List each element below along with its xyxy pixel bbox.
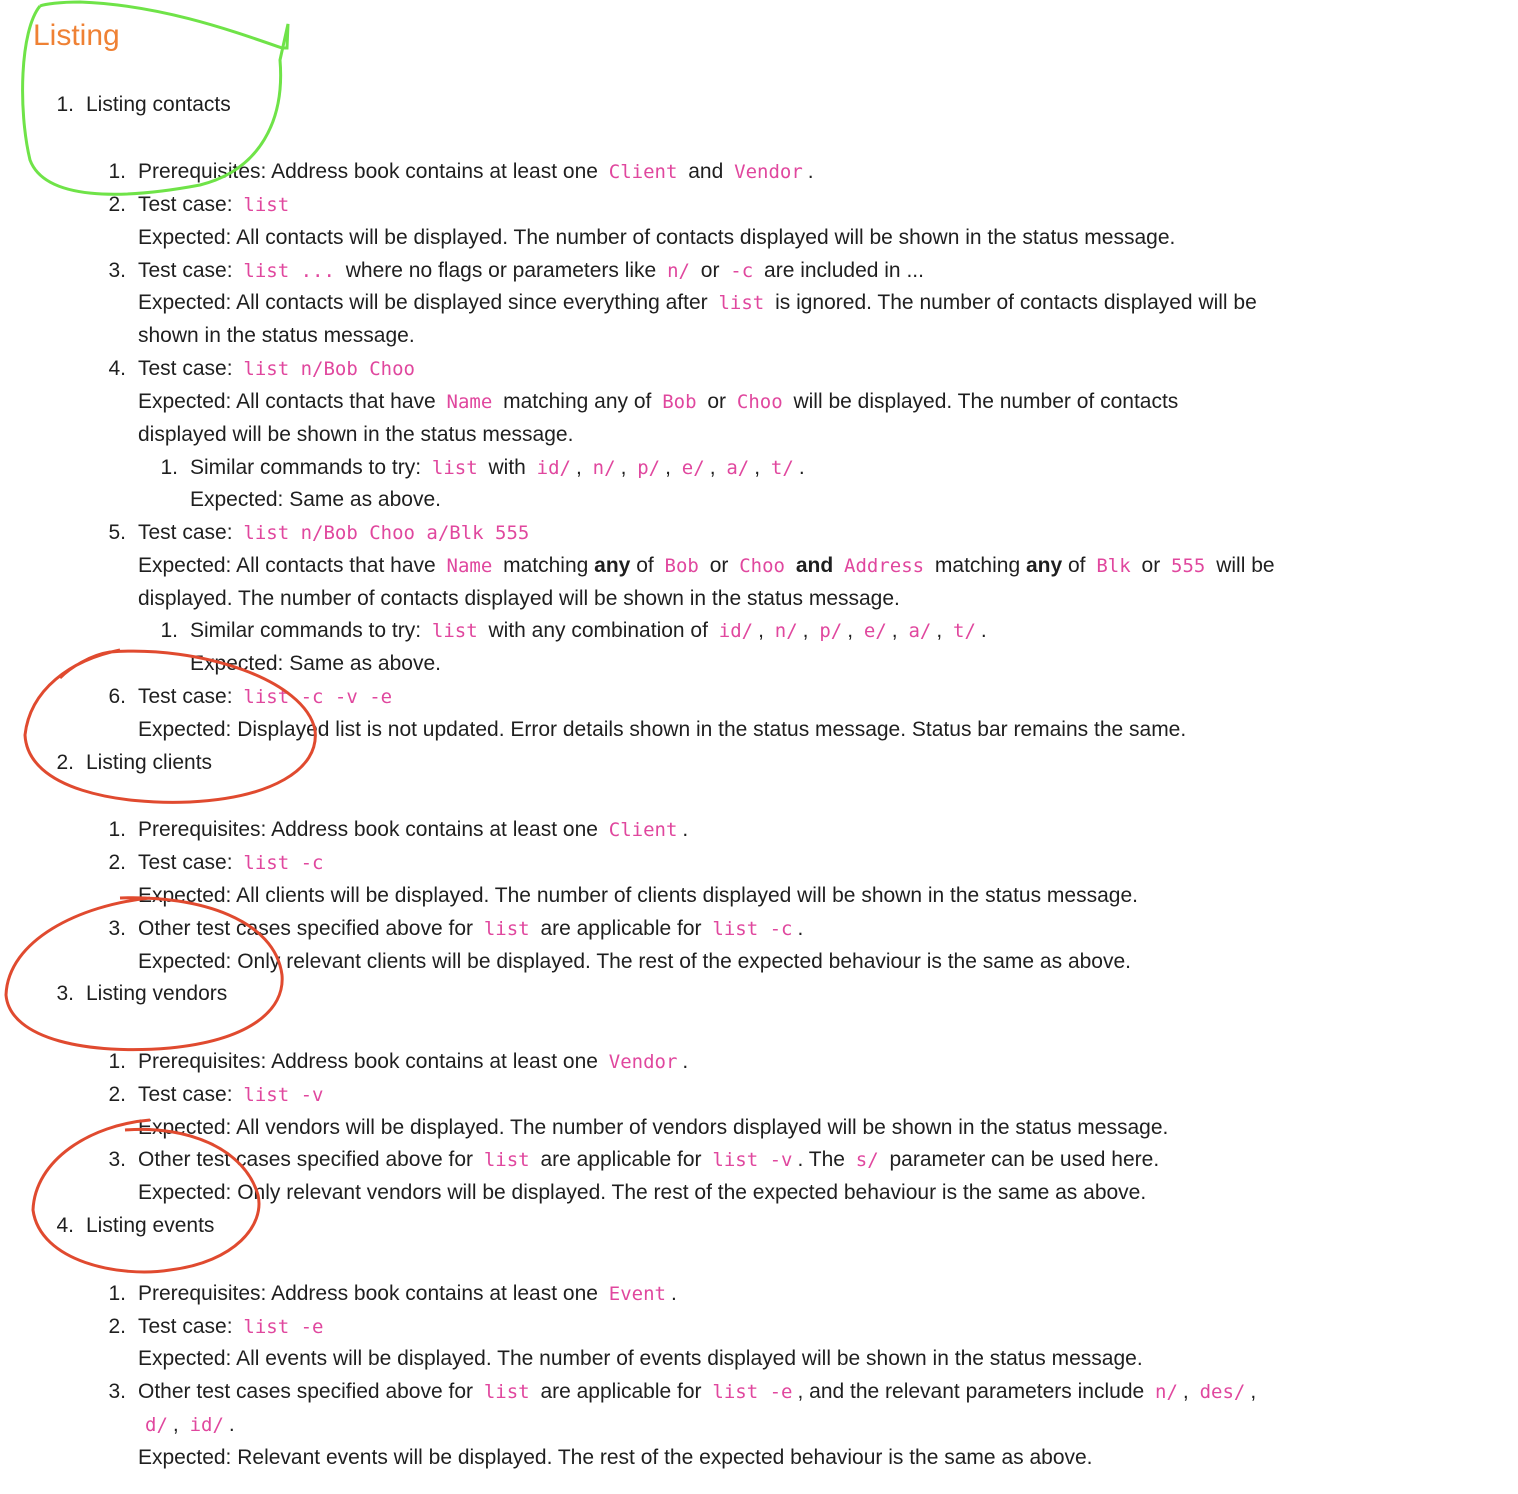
list-marker: 3.	[108, 259, 126, 282]
text-span: or	[694, 259, 726, 282]
inline-code: s/	[855, 1149, 879, 1171]
list-marker: 1.	[56, 93, 74, 116]
inline-code: list -c -v -e	[243, 686, 393, 708]
text-span: Listing clients	[86, 751, 213, 774]
list-marker: 5.	[108, 521, 126, 544]
text-span: Other test cases specified above for	[138, 1380, 479, 1403]
list-marker: 1.	[160, 456, 178, 479]
list-marker: 2.	[56, 751, 74, 774]
text-span: .	[670, 1282, 677, 1305]
inline-code: Bob	[662, 391, 697, 413]
list-item-text	[138, 682, 397, 712]
list-item-text	[138, 157, 814, 187]
text-span: Test case:	[138, 685, 239, 708]
text-span: and	[682, 160, 730, 183]
inline-code: list	[483, 918, 530, 940]
list-item-text	[138, 321, 415, 351]
text-span: Prerequisites: Address book contains at least one	[138, 160, 604, 183]
inline-code: Vendor	[734, 161, 803, 183]
inline-code: Bob	[664, 555, 699, 577]
text-span: ,	[847, 619, 859, 642]
page-heading: Listing	[33, 19, 120, 52]
bold-text: and	[795, 554, 834, 577]
inline-code: t/	[770, 457, 794, 479]
text-span: are applicable for	[534, 917, 708, 940]
list-item-text	[140, 1410, 235, 1440]
list-item-text	[138, 715, 1186, 745]
list-marker: 3.	[108, 1148, 126, 1171]
text-span: will be displayed. The number of contacts	[787, 390, 1179, 413]
text-span: are applicable for	[534, 1380, 708, 1403]
text-span: Other test cases specified above for	[138, 1148, 479, 1171]
text-span: are included in ...	[758, 259, 924, 282]
inline-code: Choo	[739, 555, 785, 577]
inline-code: n/	[1155, 1381, 1178, 1403]
text-span: ,	[576, 456, 588, 479]
list-item-text	[138, 584, 900, 614]
text-span: Listing vendors	[86, 982, 228, 1005]
inline-code: list -c	[712, 918, 793, 940]
inline-code: list ...	[243, 260, 335, 282]
text-span: are applicable for	[534, 1148, 708, 1171]
text-span: parameter can be used here.	[883, 1148, 1160, 1171]
text-span: Listing events	[86, 1214, 215, 1237]
list-item-text	[138, 815, 688, 845]
inline-code: id/	[718, 620, 754, 642]
inline-code: Event	[608, 1283, 666, 1305]
text-span: will be	[1210, 554, 1275, 577]
text-span: or	[703, 554, 735, 577]
text-span: .	[980, 619, 987, 642]
text-span: Similar commands to try:	[190, 456, 427, 479]
text-span: Expected: All contacts will be displayed. The number of contacts displayed will be shown in the status message.	[138, 226, 1176, 249]
list-marker: 6.	[108, 685, 126, 708]
bold-text: any	[594, 554, 631, 577]
inline-code: Client	[608, 819, 678, 841]
text-span: with	[482, 456, 532, 479]
list-item-text	[190, 649, 441, 679]
list-marker: 1.	[108, 1282, 126, 1305]
inline-code: list	[483, 1149, 530, 1171]
list-marker: 3.	[56, 982, 74, 1005]
inline-code: list -e	[243, 1316, 324, 1338]
inline-code: id/	[536, 457, 571, 479]
list-item-text	[86, 748, 212, 778]
text-span: . The	[797, 1148, 851, 1171]
list-item-text	[190, 485, 441, 515]
text-span: Test case:	[138, 521, 239, 544]
list-marker: 4.	[108, 357, 126, 380]
text-span: .	[797, 917, 804, 940]
inline-code: d/	[145, 1414, 168, 1436]
list-item-text	[138, 1047, 688, 1077]
text-span: Prerequisites: Address book contains at least one	[138, 1282, 604, 1305]
inline-code: list	[431, 620, 478, 642]
text-span: Expected: All contacts that have	[138, 554, 442, 577]
list-item-text	[138, 1113, 1168, 1143]
inline-code: a/	[908, 620, 932, 642]
text-span: with any combination of	[482, 619, 714, 642]
list-marker: 1.	[108, 1050, 126, 1073]
text-span: of	[630, 554, 660, 577]
inline-code: n/	[667, 260, 690, 282]
inline-code: list n/Bob Choo	[243, 358, 415, 380]
inline-code: e/	[681, 457, 705, 479]
list-marker: 2.	[108, 1315, 126, 1338]
list-item-text	[138, 1145, 1159, 1175]
text-span: Expected: Relevant events will be displayed. The rest of the expected behaviour is the same as above.	[138, 1446, 1093, 1469]
inline-code: Address	[844, 555, 925, 577]
text-span: ,	[936, 619, 949, 642]
text-span: Expected: Only relevant clients will be displayed. The rest of the expected behaviour is the same as above.	[138, 950, 1131, 973]
list-marker: 2.	[108, 1083, 126, 1106]
list-item-text	[138, 1344, 1143, 1374]
list-item-text	[138, 1178, 1146, 1208]
text-span: Expected: Same as above.	[190, 488, 441, 511]
text-span: of	[1062, 554, 1092, 577]
inline-code: list -v	[712, 1149, 793, 1171]
text-span: ,	[665, 456, 677, 479]
inline-code: p/	[819, 620, 843, 642]
list-marker: 4.	[56, 1214, 74, 1237]
text-span: Prerequisites: Address book contains at least one	[138, 818, 604, 841]
list-marker: 1.	[108, 160, 126, 183]
list-item-text	[86, 90, 231, 120]
text-span: .	[682, 818, 689, 841]
text-span: or	[701, 390, 732, 413]
inline-code: list	[243, 194, 290, 216]
text-span: matching	[929, 554, 1026, 577]
list-item-text	[138, 1080, 328, 1110]
text-span: matching	[497, 554, 595, 577]
list-item-text	[138, 518, 534, 548]
inline-code: p/	[637, 457, 661, 479]
list-item-text	[138, 1443, 1093, 1473]
list-marker: 1.	[160, 619, 178, 642]
inline-code: Choo	[736, 391, 783, 413]
list-item-text	[138, 420, 573, 450]
inline-code: a/	[726, 457, 750, 479]
text-span: , and the relevant parameters include	[797, 1380, 1151, 1403]
inline-code: list -c	[243, 852, 324, 874]
list-item-text	[190, 453, 805, 483]
text-span: shown in the status message.	[138, 324, 415, 347]
text-span: is ignored. The number of contacts displayed will be	[769, 291, 1257, 314]
inline-code: e/	[863, 620, 887, 642]
text-span: Expected: All contacts that have	[138, 390, 442, 413]
list-item-text	[138, 190, 294, 220]
text-span: .	[682, 1050, 689, 1073]
list-marker: 3.	[108, 917, 126, 940]
text-span: Expected: All clients will be displayed. The number of clients displayed will be shown in the status message.	[138, 884, 1138, 907]
text-span: ,	[620, 456, 633, 479]
text-span: Expected: All vendors will be displayed. The number of vendors displayed will be shown in the status message.	[138, 1116, 1169, 1139]
inline-code: n/	[592, 457, 616, 479]
list-item-text	[138, 288, 1257, 318]
text-span: matching any of	[497, 390, 658, 413]
text-span: Prerequisites: Address book contains at least one	[138, 1050, 604, 1073]
list-item-text	[138, 947, 1131, 977]
list-item-text	[138, 848, 328, 878]
inline-code: list -e	[712, 1381, 793, 1403]
text-span: .	[228, 1413, 235, 1436]
inline-code: 555	[1171, 555, 1206, 577]
list-item-text	[138, 881, 1138, 911]
list-item-text	[138, 387, 1178, 417]
list-marker: 1.	[108, 818, 126, 841]
list-item-text	[138, 551, 1275, 581]
text-span: ,	[172, 1413, 185, 1436]
inline-code: n/	[774, 620, 798, 642]
list-item-text	[138, 1377, 1256, 1407]
inline-code: list	[431, 457, 478, 479]
inline-code: list n/Bob Choo a/Blk 555	[243, 522, 530, 544]
inline-code: Vendor	[608, 1051, 678, 1073]
list-marker: 3.	[108, 1380, 126, 1403]
bold-text: any	[1025, 554, 1063, 577]
inline-code: des/	[1199, 1381, 1246, 1403]
list-item-text	[138, 1279, 677, 1309]
text-span: Test case:	[138, 357, 239, 380]
list-item-text	[86, 979, 227, 1009]
text-span: ,	[709, 456, 722, 479]
inline-code: -c	[730, 260, 754, 282]
text-span: Other test cases specified above for	[138, 917, 479, 940]
text-span: .	[807, 160, 814, 183]
text-span: ,	[758, 619, 770, 642]
text-span: where no flags or parameters like	[339, 259, 663, 282]
text-span: Listing contacts	[86, 93, 231, 116]
list-item-text	[190, 616, 987, 646]
text-span: or	[1135, 554, 1167, 577]
list-item-text	[138, 256, 924, 286]
inline-code: Client	[608, 161, 678, 183]
inline-code: Name	[446, 555, 493, 577]
list-item-text	[138, 223, 1175, 253]
text-span: Expected: All events will be displayed. The number of events displayed will be shown in the status message.	[138, 1347, 1143, 1370]
text-span: displayed. The number of contacts displayed will be shown in the status message.	[138, 587, 900, 610]
text-span: ,	[754, 456, 766, 479]
text-span: Expected: Only relevant vendors will be displayed. The rest of the expected behaviour is the same as above.	[138, 1181, 1147, 1204]
text-span: Test case:	[138, 193, 239, 216]
list-item-text	[138, 914, 803, 944]
list-item-text	[86, 1211, 214, 1241]
inline-code: list	[718, 292, 765, 314]
inline-code: list	[483, 1381, 530, 1403]
text-span: Expected: Displayed list is not updated. Error details shown in the status message. Status bar remains the same.	[138, 718, 1187, 741]
inline-code: Name	[446, 391, 493, 413]
text-span: Expected: Same as above.	[190, 652, 441, 675]
list-item-text	[138, 354, 420, 384]
text-span: Test case:	[138, 1083, 239, 1106]
text-span: ,	[1182, 1380, 1195, 1403]
inline-code: list -v	[243, 1084, 324, 1106]
text-span: Test case:	[138, 259, 239, 282]
text-span: Expected: All contacts will be displayed since everything after	[138, 291, 714, 314]
text-span: ,	[802, 619, 815, 642]
inline-code: t/	[953, 620, 976, 642]
list-item-text	[138, 1312, 328, 1342]
text-span: ,	[1250, 1380, 1257, 1403]
text-span: .	[798, 456, 805, 479]
inline-code: id/	[189, 1414, 224, 1436]
inline-code: Blk	[1096, 555, 1131, 577]
list-marker: 2.	[108, 193, 126, 216]
text-span: Similar commands to try:	[190, 619, 427, 642]
text-span: displayed will be shown in the status message.	[138, 423, 574, 446]
list-marker: 2.	[108, 851, 126, 874]
text-span: Test case:	[138, 851, 239, 874]
text-span: Test case:	[138, 1315, 239, 1338]
text-span: ,	[891, 619, 904, 642]
